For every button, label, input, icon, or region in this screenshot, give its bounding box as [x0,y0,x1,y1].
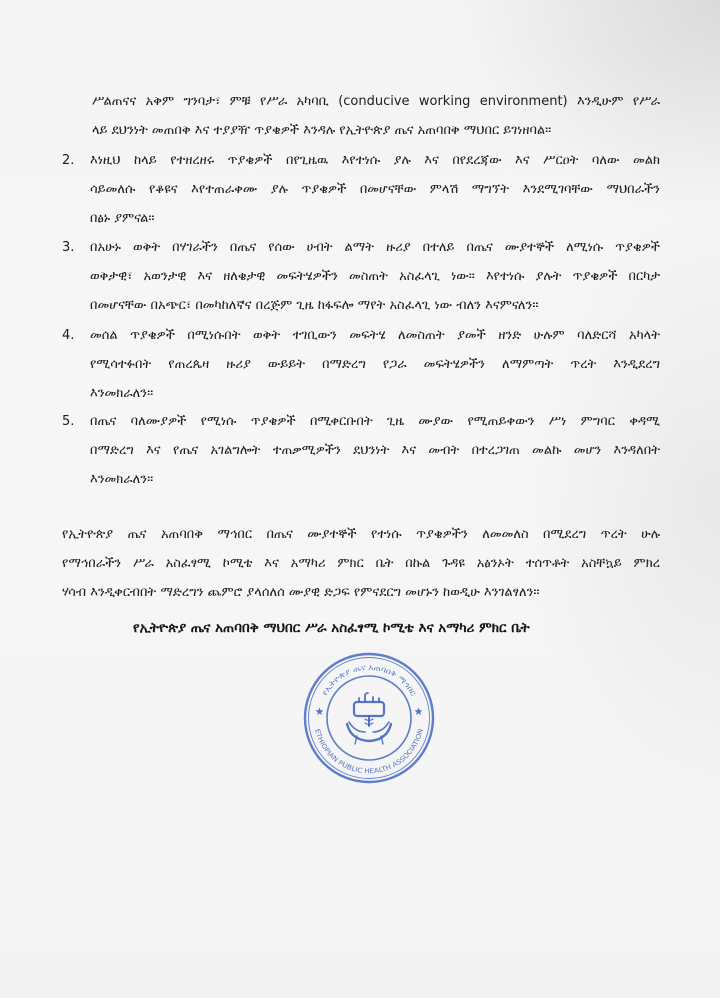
list-number: 2. [62,153,75,168]
text-line: በጤና ባለሙያዎች የሚነሱ ጥያቄዎች በሚቀርቡበት ጊዜ ሙያው የሚጠይቀውን ሥነ ምግባር ቀዳሚ [90,414,660,429]
list-number: 3. [62,240,75,255]
list-number: 5. [62,414,75,429]
emblem-icon [347,693,391,744]
association-stamp [299,648,439,788]
list-item-text [90,407,660,494]
star-icon [316,708,324,716]
text-line: በመሆናቸው በአጭር፣ በመካከለኛና በረጅም ጊዜ ከፋፍሎ ማየት አስፈላጊ ነው ብለን እናምናለን። [90,298,539,313]
list-item-5 [62,407,660,494]
list-item-2 [62,146,660,233]
list-item-text [90,146,660,233]
text-line: ሥልጠናና አቅም ግንባታ፣ ምቹ የሥራ አካባቢ (conducive working environment) እንዲሁም የሥራ [92,94,660,109]
stamp-bottom-text: ETHIOPIAN PUBLIC HEALTH ASSOCIATION [313,728,425,776]
list-item-3 [62,233,660,320]
text-line: በፅኑ ያምናል። [90,211,155,226]
intro-paragraph [92,87,660,145]
text-line: በማድረግ እና የጤና አገልግሎት ተጠቃሚዎችን ደህንነት እና መብት በተረጋገጠ መልኩ መሆን እንዳለበት [90,443,660,458]
list-item-text [90,233,660,320]
text-line: የኢትዮጵያ ጤና አጠባበቅ ማኅበር በጤና ሙያተኞች የተነሱ ጥያቄዎችን ለመመለስ በሚደረግ ጥረት ሁሉ [62,527,660,542]
text-line: ሳይመለሱ የቆዩና እየተጠራቀሙ ያሉ ጥያቄዎች በመሆናቸው ምላሽ ማግኘት እንደሚገባቸው ማህበራችን [90,182,660,197]
text-line: እንመክራለን። [90,386,154,401]
stamp-top-text: የኢትዮጵያ ጤና አጠባበቅ ማኅበር [320,662,418,698]
text-line: ሃሳብ እንዲቀርብበት ማድረግን ጨምሮ ያላሰለሰ ሙያዊ ድጋፍ የምናደርግ መሆኑን ከወዲሁ እንገልፃለን። [62,585,540,600]
list-item-4 [62,321,660,408]
star-icon [415,708,423,716]
text-line: መሰል ጥያቄዎች በሚነሱበት ወቅት ተገቢውን መፍትሄ ለመስጠት ያመች ዘንድ ሁሉም ባለድርሻ አካላት [90,328,660,343]
text-line: ላይ ደህንነት መጠበቅ እና ተያያዥ ጥያቄዎች እንዳሉ የኢትዮጵያ ጤና አጠባበቅ ማህበር ይገነዘባል። [92,123,552,138]
text-line: በአሁኑ ወቅት በሃገራችን በጤና የሰው ሀብት ልማት ዙሪያ በተለይ በጤና ሙያተኞች ለሚነሱ ጥያቄዎች [90,240,660,255]
signature-line: የኢትዮጵያ ጤና አጠባበቅ ማህበር ሥራ አስፈፃሚ ኮሚቴ እና አማካሪ ምክር ቤት [133,620,530,636]
text-line: የሚሳተፉበት የጠረጴዛ ዙሪያ ውይይት በማድረግ የጋራ መፍትሄዎችን ለማምጣት ጥረት እንዲደረግ [90,357,660,372]
text-line: ወቅታዊ፣ አወንታዊ እና ዘለቄታዊ መፍትሄዎችን መስጠት አስፈላጊ ነው። እየተነሱ ያሉት ጥያቄዎች በርካታ [90,269,660,284]
closing-paragraph [62,520,660,607]
list-item-text [90,321,660,408]
text-line: እነዚህ ከላይ የተዘረዘሩ ጥያቄዎች በየጊዜዉ እየተነሱ ያሉ እና በየደረጃው እና ሥርዐት ባለው መልክ [90,153,660,168]
list-number: 4. [62,328,75,343]
text-line: እንመክራለን። [90,472,154,487]
text-line: የማኅበራችን ሥራ አስፈፃሚ ኮሚቴ እና አማካሪ ምክር ቤት በኩል ጉዳዩ አፅንኦት ተሰጥቶት አስቸኳይ ምክረ [62,556,660,571]
